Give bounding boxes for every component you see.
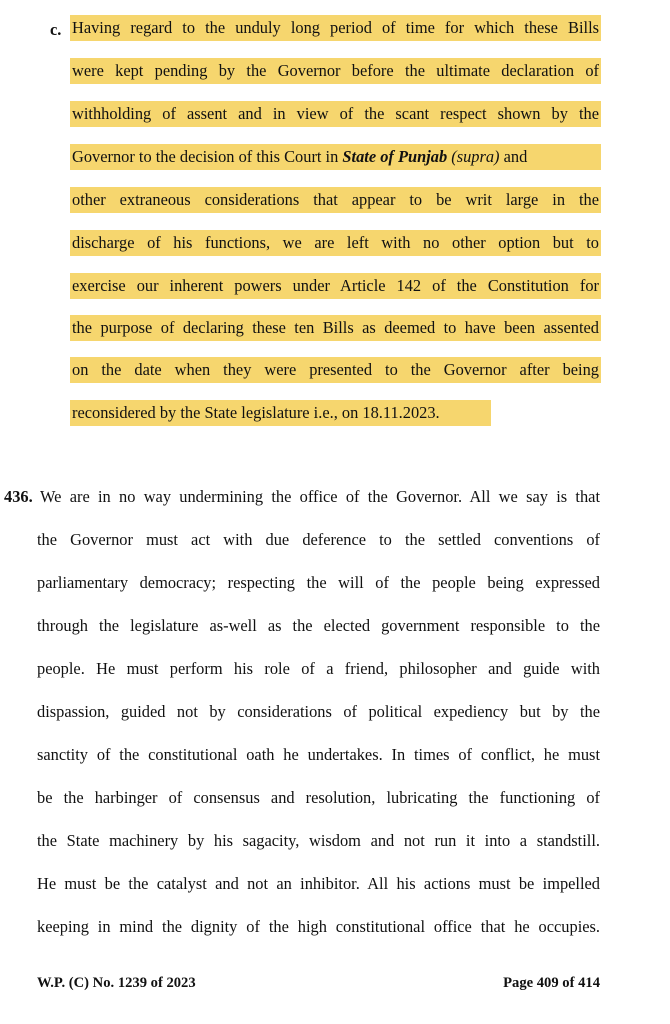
paragraph-line-9: the State machinery by his sagacity, wisdom and not run it into a standstill. (37, 831, 600, 850)
item-line-10: reconsidered by the State legislature i.e., on 18.11.2023. (72, 403, 440, 422)
item-line-3: withholding of assent and in view of the scant respect shown by the (72, 104, 599, 123)
paragraph-line-10: He must be the catalyst and not an inhibitor. All his actions must be impelled (37, 874, 600, 893)
footer-page-number: Page 409 of 414 (503, 975, 600, 991)
supra-note: (supra) (451, 147, 500, 166)
paragraph-number: 436. (4, 487, 33, 506)
paragraph-line-7: sanctity of the constitutional oath he undertakes. In times of conflict, he must (37, 745, 600, 764)
paragraph-line-4: through the legislature as-well as the elected government responsible to the (37, 616, 600, 635)
line-text-before-case: Governor to the decision of this Court in (72, 147, 343, 166)
item-line-2: were kept pending by the Governor before the ultimate declaration of (72, 61, 599, 80)
paragraph-line-1: We are in no way undermining the office of the Governor. All we say is that (40, 487, 600, 506)
paragraph-line-2: the Governor must act with due deference to the settled conventions of (37, 530, 600, 549)
item-line-8: the purpose of declaring these ten Bills as deemed to have been assented (72, 318, 599, 337)
paragraph-line-8: be the harbinger of consensus and resolution, lubricating the functioning of (37, 788, 600, 807)
line-text-after-case: and (499, 147, 528, 166)
item-line-9: on the date when they were presented to the Governor after being (72, 360, 599, 379)
item-line-7: exercise our inherent powers under Article 142 of the Constitution for (72, 276, 599, 295)
item-line-5: other extraneous considerations that appear to be writ large in the (72, 190, 599, 209)
footer-case-number: W.P. (C) No. 1239 of 2023 (37, 975, 196, 991)
paragraph-line-5: people. He must perform his role of a friend, philosopher and guide with (37, 659, 600, 678)
paragraph-line-6: dispassion, guided not by considerations of political expediency but by the (37, 702, 600, 721)
paragraph-line-3: parliamentary democracy; respecting the will of the people being expressed (37, 573, 600, 592)
item-line-1: Having regard to the unduly long period of time for which these Bills (72, 18, 599, 37)
paragraph-line-11: keeping in mind the dignity of the high constitutional office that he occupies. (37, 917, 600, 936)
item-line-6: discharge of his functions, we are left with no other option but to (72, 233, 599, 252)
item-line-4 (72, 144, 599, 170)
list-item-marker: c. (50, 20, 62, 39)
case-name: State of Punjab (342, 147, 448, 166)
